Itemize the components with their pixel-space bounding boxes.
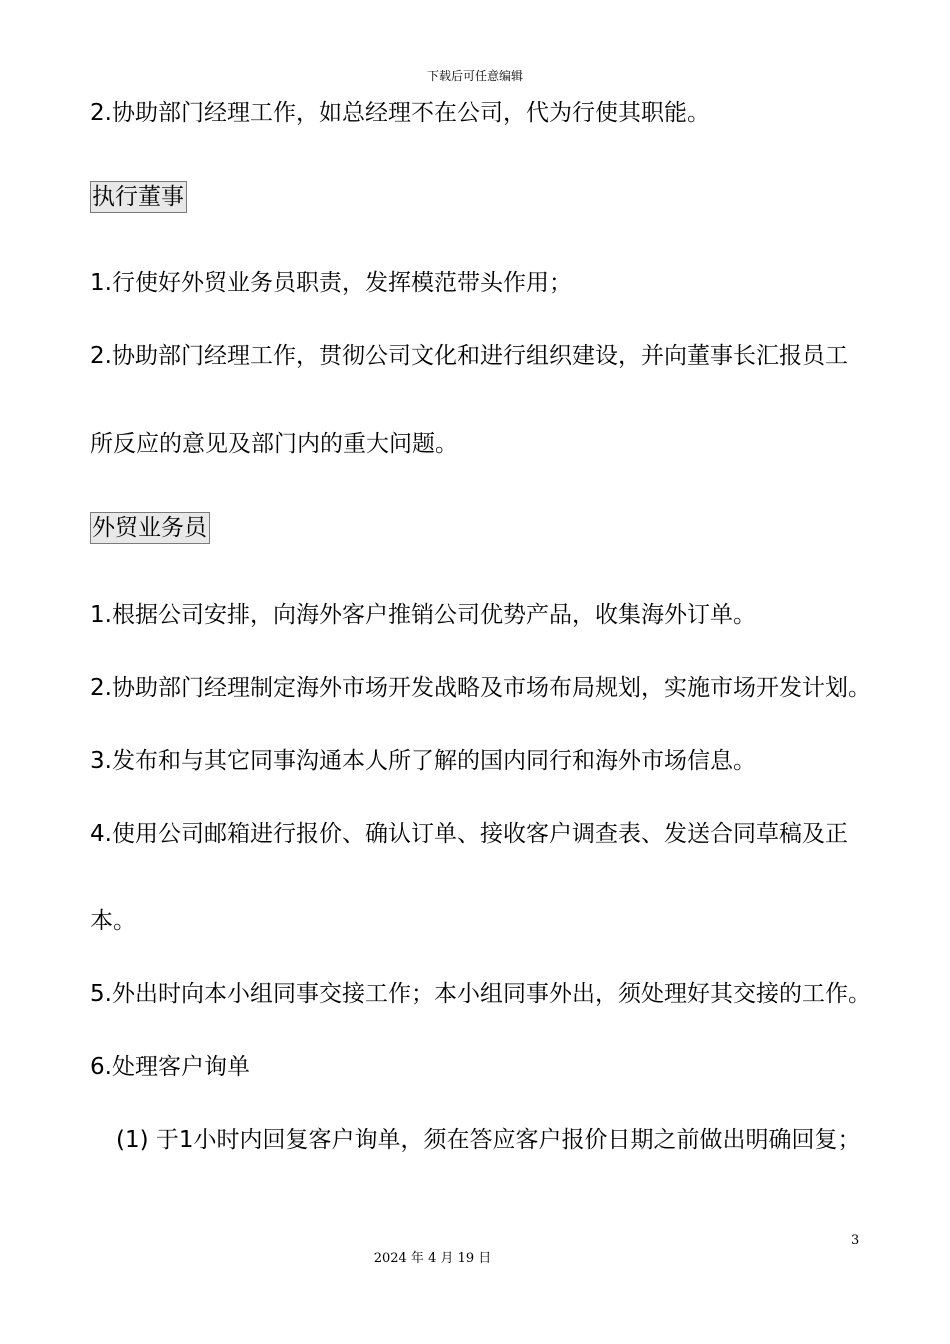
- header-note: 下载后可任意编辑: [426, 69, 523, 83]
- paragraph-fs-item-2: 2.协助部门经理制定海外市场开发战略及市场布局规划，实施市场开发计划。: [90, 675, 871, 701]
- paragraph-fs-item-4-cont: 本。: [90, 908, 136, 934]
- paragraph-gm-item-2: 2.协助部门经理工作，如总经理不在公司，代为行使其职能。: [90, 100, 710, 126]
- paragraph-ed-item-2: 2.协助部门经理工作，贯彻公司文化和进行组织建设，并向董事长汇报员工: [90, 343, 848, 369]
- page-number: 3: [851, 1233, 860, 1248]
- paragraph-fs-item-3: 3.发布和与其它同事沟通本人所了解的国内同行和海外市场信息。: [90, 748, 756, 774]
- paragraph-fs-item-4: 4.使用公司邮箱进行报价、确认订单、接收客户调查表、发送合同草稿及正: [90, 821, 848, 847]
- section-heading-executive-director: 执行董事: [90, 181, 187, 213]
- paragraph-fs-item-6: 6.处理客户询单: [90, 1054, 250, 1080]
- paragraph-ed-item-2-cont: 所反应的意见及部门内的重大问题。: [90, 431, 458, 457]
- paragraph-fs-item-1: 1.根据公司安排，向海外客户推销公司优势产品，收集海外订单。: [90, 602, 756, 628]
- paragraph-fs-item-6-1: (1) 于1小时内回复客户询单，须在答应客户报价日期之前做出明确回复；: [116, 1127, 861, 1153]
- paragraph-fs-item-5: 5.外出时向本小组同事交接工作；本小组同事外出，须处理好其交接的工作。: [90, 981, 871, 1007]
- section-heading-foreign-sales: 外贸业务员: [90, 512, 210, 544]
- footer-date: 2024 年 4 月 19 日: [373, 1251, 492, 1266]
- paragraph-ed-item-1: 1.行使好外贸业务员职责，发挥模范带头作用；: [90, 270, 572, 296]
